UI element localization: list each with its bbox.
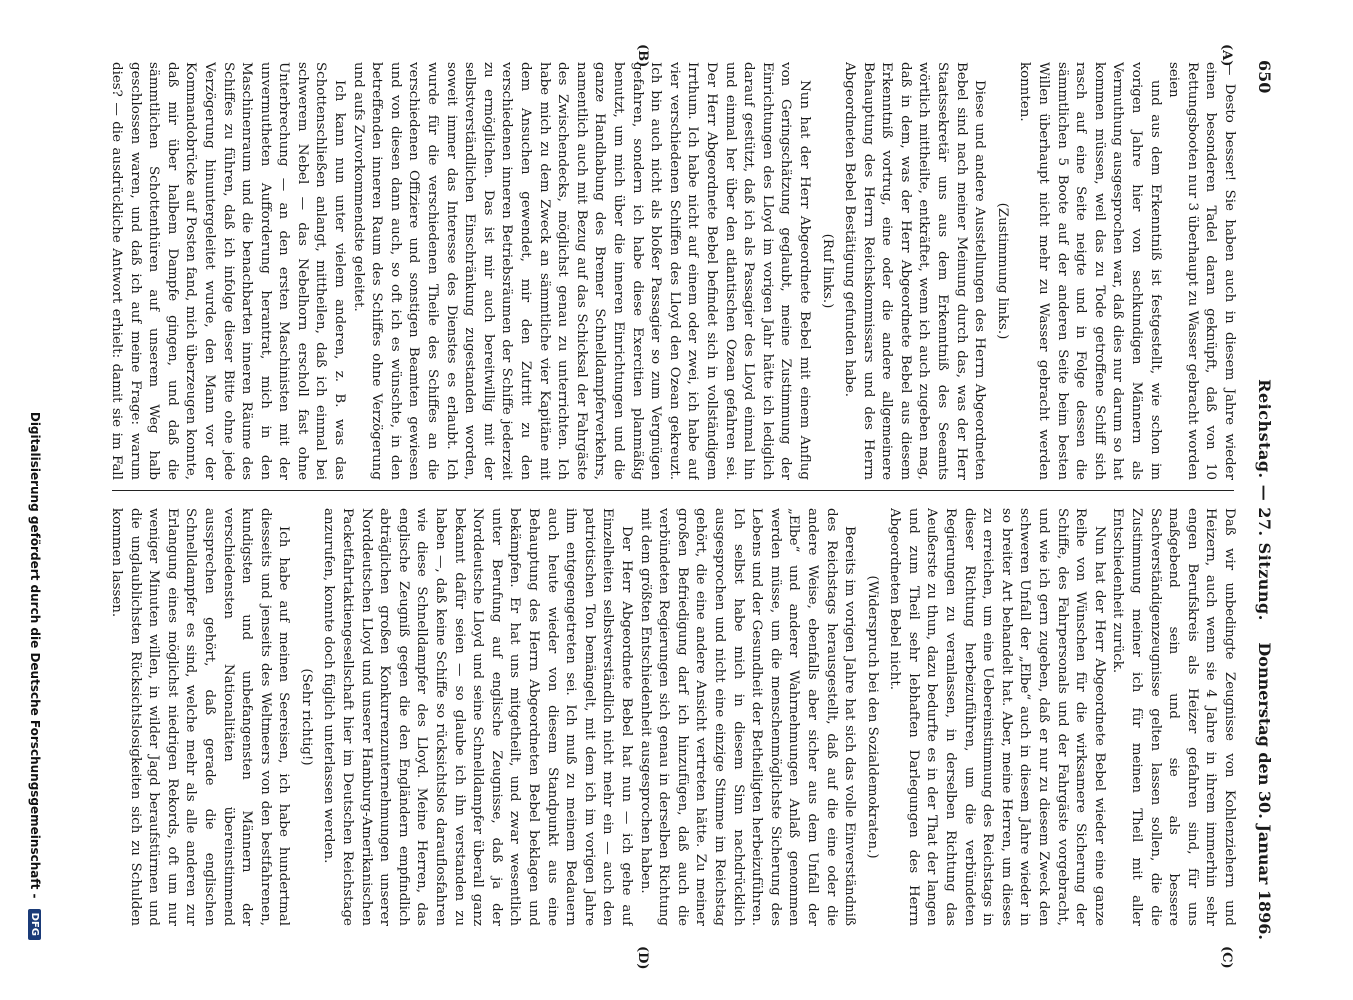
paragraph: Nun hat der Herr Abgeordnete Bebel wieder eine ganze Reihe von Wünschen für die wirksamere Sicherung der Schiffe, des Fahrpersonals und der Fahrgäste vorgebracht, und wie ich gern zugeben, daß er nur zu diesem Zweck den schweren Unfall der „Elbe“ auch in diesem Jahre wieder in so breiter Art behandelt hat. Aber, meine Herren, um dieses zu erreichen, um eine Uebereinstimmung des Reichstags in dieser Richtung herbeizuführen, um die verbündeten Regierungen zu veranlassen, in derselben Richtung das Aeußerste zu thun, dazu bedurfte es in der That der langen und zum Theil sehr lebhaften Darlegungen des Herrn Abgeordneten Bebel nicht. xyxy=(887,508,1107,926)
left-column xyxy=(108,62,1238,480)
margin-marker-d: (D) xyxy=(635,946,650,970)
paragraph: Bereits im vorigen Jahre hat sich das volle Einverständniß des Reichstags herausgestellt, daß auf die eine oder die andere Weise, ebenfalls aber sicher aus dem Unfall der „Elbe“ und anderer Wahrnehmungen Anlaß genommen werden müsse, um die menschenmöglichste Sicherung des Lebens und der Gesundheit der Betheiligten herbeizuführen. Ich selbst habe mich in diesem Sinn nachdrücklich ausgesprochen und nicht eine einzige Stimme im Reichstag gehört, die eine andere Ansicht vertreten hätte. Zu meiner großen Befriedigung darf ich hinzufügen, daß auch die verbündeten Regierungen sich genau in derselben Richtung mit dem größten Entschiedenheit ausgesprochen haben. xyxy=(637,508,858,926)
interjection: (Ruf links.) xyxy=(819,233,835,309)
paragraph: Daß wir unbedingte Zeugnisse von Kohlenziehern und Heizern, auch wenn sie 4 Jahre in ihrem immerhin sehr engen Berufskreis als Heizer gefahren sind, für uns maßgebend sein und sie als bessere Sachverständigenzeugnisse gelten lassen sollen, die die Zustimmung meiner ich für meinen Theil mit aller Entschiedenheit zurück. xyxy=(1110,508,1237,926)
column-divider xyxy=(112,490,1234,491)
funding-note: Digitalisierung gefördert durch die Deutsche Forschungsgemeinschaft - xyxy=(28,411,42,899)
dfg-logo-icon: DFG xyxy=(28,909,41,940)
page-title: Reichstag. — 27. Sitzung. xyxy=(1255,379,1274,621)
interjection: (Zustimmung links.) xyxy=(994,202,1010,340)
session-date: Donnerstag den 30. Januar 1896. xyxy=(1255,642,1274,940)
interjection: (Widerspruch bei den Sozialdemokraten.) xyxy=(864,575,880,859)
right-column xyxy=(108,508,1238,926)
margin-marker-b: (B) xyxy=(635,44,650,68)
paragraph: und aus dem Erkenntniß ist festgestellt, wie schon im vorigen Jahre hier von sachkundigen Männern als Vermuthung ausgesprochen war, daß dies nur darum so hat kommen müssen, weil das zu Tode getroffene Schiff sich rasch auf eine Seite neigte und in Folge dessen die sämmtlichen 5 Boote auf der anderen Seite beim besten Willen überhaupt nicht mehr zu Wasser gebracht werden konnten. xyxy=(1017,62,1163,480)
paragraph: — Desto besser! Sie haben auch in diesem Jahre wieder einen besonderen Tadel daran geknüpft, daß von 10 Rettungsbooten nur 3 überhaupt zu Wasser gebracht worden seien xyxy=(1166,62,1237,480)
page-header xyxy=(1248,60,1274,940)
paragraph: Der Herr Abgeordnete Bebel hat nun — ich gehe auf Einzelheiten selbstverständlich nicht mehr ein — auch den patriotischen Ton bemängelt, mit dem ich im vorigen Jahre ihm entgegengetreten sei. Ich muß zu meinem Bedauern auch heute wieder von diesem Standpunkt aus eine Behauptung des Herrn Abgeordneten Bebel beklagen und bekämpfen. Er hat uns mitgetheilt, und zwar wesentlich unter Berufung auf englische Zeugnisse, daß ja der Norddeutsche Lloyd und seine Schnelldampfer überall ganz bekannt dafür seien — so glaube ich ihn verstanden zu haben —, daß keine Schiffe so rücksichtslos darauflosfahren wie diese Schnelldampfer des Lloyd. Meine Herren, das englische Zeugniß gegen die den Engländern empfindlich abträglichen großen Konkurrenzunternehmungen unserer Norddeutschen Lloyd und unserer Hamburg-Amerikanischen Packetfahrtaktiengesellschaft hier im Deutschen Reichstage anzurufen, konnte doch füglich unterlassen werden. xyxy=(321,508,634,926)
page-number: 650 xyxy=(1255,60,1274,94)
paragraph: Nun hat der Herr Abgeordnete Bebel mit einem Anflug von Geringschätzung geglaubt, meine Zustimmung der Einrichtungen des Lloyd im vorigen Jahr hätte ich lediglich darauf gestützt, daß ich als Passagier des Lloyd einmal hin und einmal her über den atlantischen Ozean gefahren sei. Der Herr Abgeordnete Bebel befindet sich in vollständigem Irrthum. Ich habe nicht auf einem oder zwei, ich habe auf vier verschiedenen Schiffen des Lloyd den Ozean gekreuzt. Ich bin auch nicht als bloßer Passagier so zum Vergnügen gefahren, sondern ich habe diese Exercitien planmäßig benutzt, um mich über die inneren Einrichtungen und die ganze Handhabung des Bremer Schnelldampferverkehrs, namentlich auch mit Bezug auf das Schicksal der Fahrgäste des Zwischendecks, möglichst genau zu unterrichten. Ich habe mich zu dem Zweck an sämmtliche vier Kapitäne mit dem Ansuchen gewendet, mir den Zutritt zu den verschiedenen inneren Betriebsräumen der Schiffe jederzeit zu ermöglichen. Das ist mir auch bereitwillig mit der selbstverständlichen Einschränkung zugestanden worden, soweit immer das Interesse des Dienstes es erlaubt. Ich wurde für die verschiedenen Theile des Schiffes an die verschiedenen Offiziere und sonstigen Beamten gewiesen und von diesen dann auch, so oft ich es wünschte, in den betreffenden inneren Raum des Schiffes ohne Verzögerung und aufs Zuvorkommendste geleitet. xyxy=(350,62,812,480)
funding-footer xyxy=(28,180,42,940)
interjection: (Sehr richtig!) xyxy=(298,668,314,766)
paragraph: Ich habe auf meinen Seereisen, ich habe hundertmal diesseits und jenseits des Weltmeers von den bestfahrenen, kundigsten und unbefangensten Männern der verschiedensten Nationalitäten übereinstimmend aussprechen gehört, daß gerade die englischen Schnelldampfer es sind, welche mehr als alle anderen zur Erlangung eines möglichst niedrigen Rekords, oft um nur weniger Minuten willen, in wilder Jagd beraufstürmen und die unglaublichsten Rücksichtslosigkeiten sich zu Schulden kommen lassen. xyxy=(108,508,292,926)
margin-marker-c: (C) xyxy=(1219,946,1234,969)
paragraph: Diese und andere Ausstellungen des Herrn Abgeordneten Bebel sind nach meiner Meinung durch das, was der Herr Staatssekretär uns aus dem Erkenntniß des Seeamts wörtlich mittheilte, entkräftet, wenn ich auch zugeben mag, daß in dem, was der Herr Abgeordnete Bebel aus diesem Erkenntniß vortrug, eine oder die andere allgemeinere Behauptung des Herrn Reichskommissars und des Herrn Abgeordneten Bebel Bestätigung gefunden habe. xyxy=(842,62,988,480)
margin-marker-a: (A) xyxy=(1219,44,1234,67)
paragraph: Ich kann nun unter vielem anderen, z. B. was das Schottenschließen anlangt, mittheilen, daß ich einmal bei schwerem Nebel — das Nebelhorn erscholl fast ohne Unterbrechung — an den ersten Maschinisten mit der unvermutheten Aufforderung herantrat, mich in den Maschinenraum und die benachbarten inneren Räume des Schiffes zu führen, daß ich infolge dieser Bitte ohne jede Verzögerung hinuntergeleitet wurde, den Mann vor der Kommandobrücke auf Posten fand, mich überzeugen konnte, daß mir über halbem Dampfe gingen, und daß die sämmtlichen Schottenthüren auf unserem Weg halb geschlossen waren, und daß ich auf meine Frage: warum dies? — die ausdrückliche Antwort erhielt: damit sie im Fall xyxy=(108,62,348,480)
